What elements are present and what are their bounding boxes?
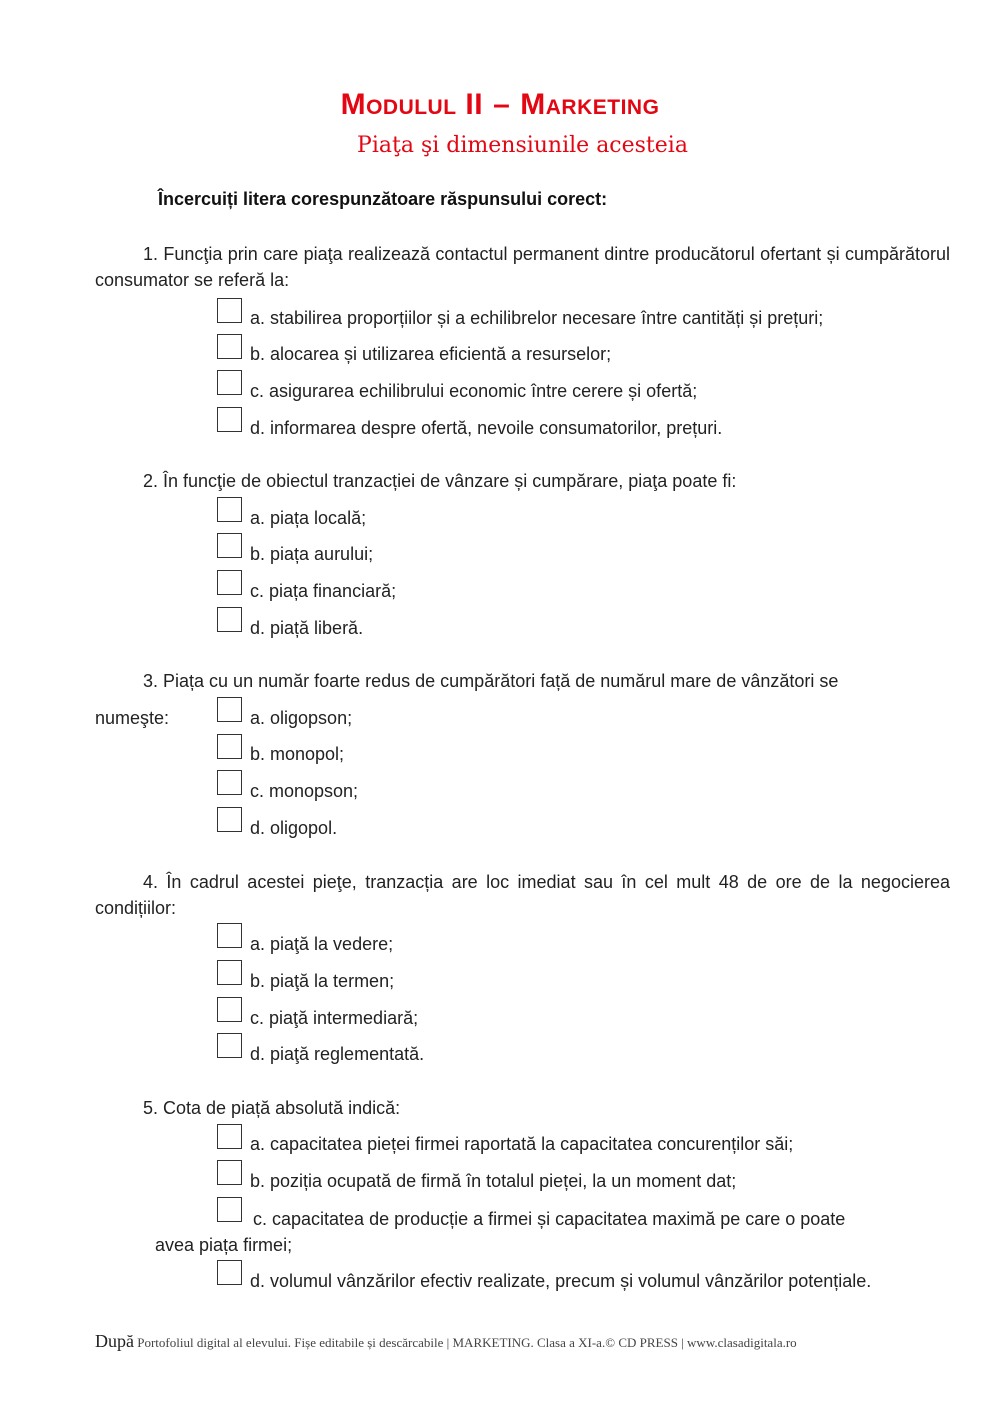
answer-checkbox[interactable] — [217, 1160, 242, 1185]
option-3d: d. oligopol. — [250, 818, 338, 838]
option-2c: c. piața financiară; — [250, 581, 397, 601]
answer-checkbox[interactable] — [217, 407, 242, 432]
option-4d: d. piaţă reglementată. — [250, 1044, 425, 1064]
title-separator: – — [493, 88, 511, 121]
answer-checkbox[interactable] — [217, 734, 242, 759]
option-2a: a. piața locală; — [250, 508, 367, 528]
option-1b: b. alocarea și utilizarea eficientă a resurselor; — [250, 344, 612, 364]
question-1: 1. Funcţia prin care piaţa realizează contactul permanent dintre producătorul ofertant și cumpărătorul consumator se referă la: — [95, 244, 950, 290]
option-5c: c. capacitatea de producție a firmei și capacitatea maximă pe care o poate — [253, 1209, 846, 1229]
answer-checkbox[interactable] — [217, 497, 242, 522]
option-5b: b. poziția ocupată de firmă în totalul pieței, la un moment dat; — [250, 1171, 737, 1191]
page-title — [0, 88, 1000, 122]
footer-lead: După — [95, 1331, 134, 1351]
option-1d: d. informarea despre ofertă, nevoile consumatorilor, prețuri. — [250, 418, 723, 438]
question-4: 4. În cadrul acestei pieţe, tranzacția are loc imediat sau în cel mult 48 de ore de la negocierea condițiilor: — [95, 872, 950, 918]
footer — [95, 1331, 797, 1352]
option-5c-continuation: avea piața firmei; — [155, 1235, 293, 1255]
answer-checkbox[interactable] — [217, 1124, 242, 1149]
title-subject: Marketing — [520, 88, 660, 121]
page-subtitle: Piaţa şi dimensiunile acesteia — [357, 133, 688, 158]
footer-text: Portofoliul digital al elevului. Fișe editabile și descărcabile | MARKETING. Clasa a XI-a.© CD PRESS | www.clasadigitala.ro — [134, 1335, 797, 1350]
option-3b: b. monopol; — [250, 744, 345, 764]
answer-checkbox[interactable] — [217, 1260, 242, 1285]
option-5a: a. capacitatea pieței firmei raportată la capacitatea concurenților săi; — [250, 1134, 794, 1154]
option-1a: a. stabilirea proporțiilor și a echilibrelor necesare între cantități și prețuri; — [250, 308, 824, 328]
question-2: 2. În funcţie de obiectul tranzacției de vânzare și cumpărare, piaţa poate fi: — [143, 471, 737, 491]
instruction: Încercuiți litera corespunzătoare răspunsului corect: — [158, 189, 608, 209]
answer-checkbox[interactable] — [217, 607, 242, 632]
answer-checkbox[interactable] — [217, 807, 242, 832]
answer-checkbox[interactable] — [217, 770, 242, 795]
answer-checkbox[interactable] — [217, 334, 242, 359]
option-3a: a. oligopson; — [250, 708, 353, 728]
option-5d: d. volumul vânzărilor efectiv realizate, precum și volumul vânzărilor potențiale. — [250, 1271, 872, 1291]
option-1c: c. asigurarea echilibrului economic între cerere și ofertă; — [250, 381, 698, 401]
answer-checkbox[interactable] — [217, 997, 242, 1022]
question-5: 5. Cota de piață absolută indică: — [143, 1098, 401, 1118]
answer-checkbox[interactable] — [217, 923, 242, 948]
option-2b: b. piața aurului; — [250, 544, 374, 564]
answer-checkbox[interactable] — [217, 533, 242, 558]
question-3: 3. Piața cu un număr foarte redus de cumpărători față de numărul mare de vânzători se — [143, 671, 839, 691]
answer-checkbox[interactable] — [217, 570, 242, 595]
answer-checkbox[interactable] — [217, 1197, 242, 1222]
option-4c: c. piaţă intermediară; — [250, 1008, 419, 1028]
answer-checkbox[interactable] — [217, 370, 242, 395]
answer-checkbox[interactable] — [217, 298, 242, 323]
option-3c: c. monopson; — [250, 781, 359, 801]
option-2d: d. piață liberă. — [250, 618, 364, 638]
option-4b: b. piaţă la termen; — [250, 971, 395, 991]
answer-checkbox[interactable] — [217, 697, 242, 722]
option-4a: a. piaţă la vedere; — [250, 934, 394, 954]
answer-checkbox[interactable] — [217, 1033, 242, 1058]
question-3-continuation: numeşte: — [95, 708, 170, 728]
title-module: Modulul II — [340, 88, 484, 121]
answer-checkbox[interactable] — [217, 960, 242, 985]
